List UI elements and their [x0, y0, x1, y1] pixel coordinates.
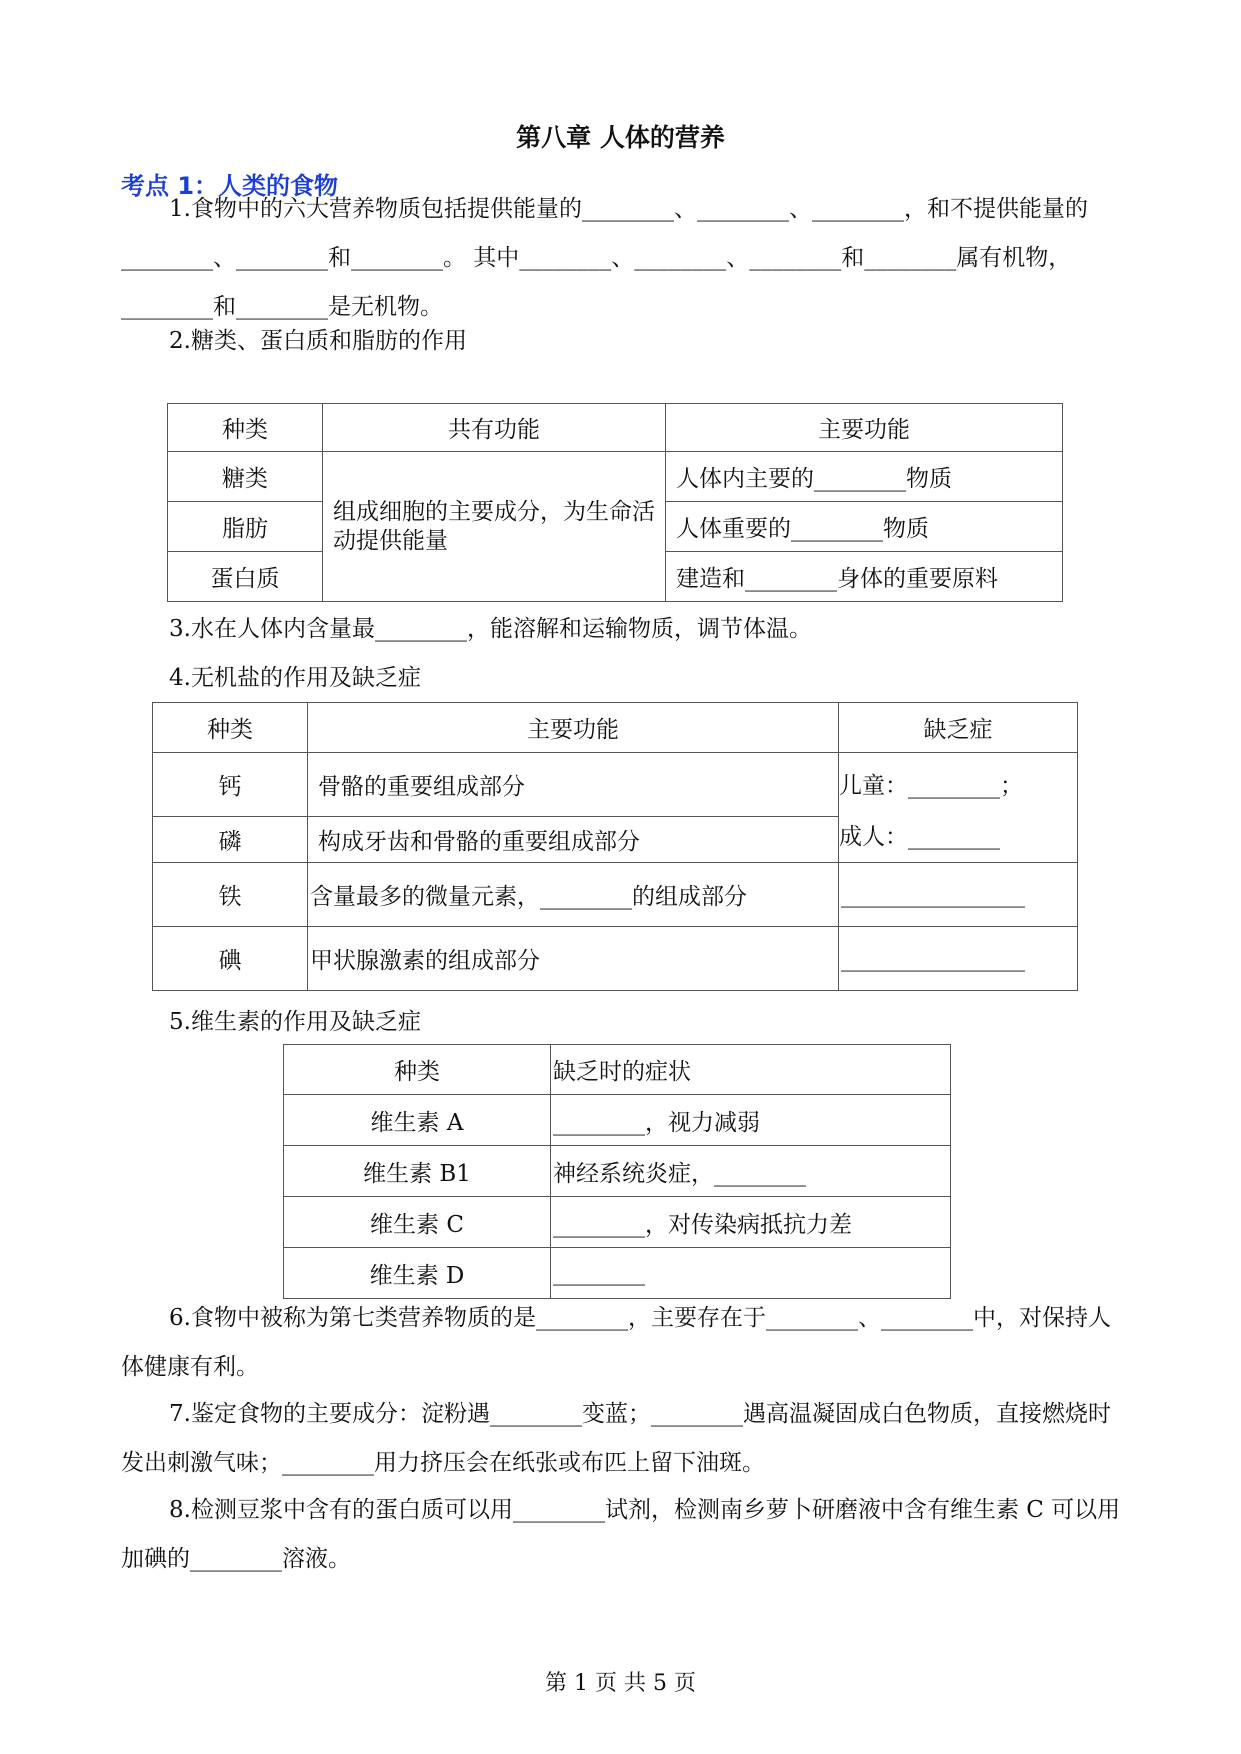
table-cell: 脂肪	[168, 502, 323, 552]
table-cell: 维生素 B1	[284, 1146, 551, 1197]
table-cell: 钙	[153, 753, 308, 817]
table-header: 种类	[168, 404, 323, 452]
table-header: 主要功能	[666, 404, 1063, 452]
table-cell: 糖类	[168, 452, 323, 502]
question-4: 4.无机盐的作用及缺乏症	[169, 665, 421, 691]
question-7: 7.鉴定食物的主要成分：淀粉遇________变蓝；________遇高温凝固成白色物质，直接燃烧时发出刺激气味；________用力挤压会在纸张或布匹上留下油斑。	[121, 1401, 1111, 1476]
table-cell: ________________	[839, 927, 1078, 991]
table-cell: 甲状腺激素的组成部分	[308, 927, 839, 991]
table-cell: 人体内主要的________物质	[666, 452, 1063, 502]
table-cell: 含量最多的微量元素，________的组成部分	[308, 863, 839, 927]
table-cell: 骨骼的重要组成部分	[308, 753, 839, 817]
table-header: 缺乏症	[839, 703, 1078, 753]
table-cell: 维生素 C	[284, 1197, 551, 1248]
table-cell: ________，对传染病抵抗力差	[551, 1197, 951, 1248]
page-footer: 第 1 页 共 5 页	[545, 1671, 696, 1696]
table-header: 主要功能	[308, 703, 839, 753]
question-2: 2.糖类、蛋白质和脂肪的作用	[169, 328, 467, 354]
table-cell: ________	[551, 1248, 951, 1299]
table-header: 种类	[153, 703, 308, 753]
nutrient-table	[167, 403, 1063, 602]
table-cell-deficiency: 儿童：________； 成人：________	[839, 753, 1078, 863]
table-header: 种类	[284, 1045, 551, 1095]
table-header: 缺乏时的症状	[551, 1045, 951, 1095]
question-1: 1.食物中的六大营养物质包括提供能量的________、________、________，和不提供能量的________、________和________。 其中________、________、________和________属有机物，________和________是无机物。	[121, 196, 1088, 320]
table-cell: 铁	[153, 863, 308, 927]
question-3: 3.水在人体内含量最________，能溶解和运输物质，调节体温。	[169, 616, 812, 642]
mineral-table	[152, 702, 1078, 991]
table-cell: 磷	[153, 817, 308, 863]
table-cell: 神经系统炎症，________	[551, 1146, 951, 1197]
question-6: 6.食物中被称为第七类营养物质的是________，主要存在于________、________中，对保持人体健康有利。	[121, 1305, 1111, 1380]
table-cell: ________，视力减弱	[551, 1095, 951, 1146]
table-cell-shared: 组成细胞的主要成分，为生命活动提供能量	[323, 452, 666, 602]
table-cell: 碘	[153, 927, 308, 991]
table-cell: 维生素 A	[284, 1095, 551, 1146]
table-cell: 建造和________身体的重要原料	[666, 552, 1063, 602]
section-heading: 考点 1：人类的食物	[121, 172, 339, 200]
question-5: 5.维生素的作用及缺乏症	[169, 1009, 421, 1035]
table-cell: 人体重要的________物质	[666, 502, 1063, 552]
table-cell: ________________	[839, 863, 1078, 927]
table-cell: 维生素 D	[284, 1248, 551, 1299]
table-cell: 蛋白质	[168, 552, 323, 602]
table-header: 共有功能	[323, 404, 666, 452]
question-8: 8.检测豆浆中含有的蛋白质可以用________试剂，检测南乡萝卜研磨液中含有维生素 C 可以用加碘的________溶液。	[121, 1497, 1121, 1572]
table-cell: 构成牙齿和骨骼的重要组成部分	[308, 817, 839, 863]
vitamin-table	[283, 1044, 951, 1299]
page-title: 第八章 人体的营养	[516, 123, 725, 152]
